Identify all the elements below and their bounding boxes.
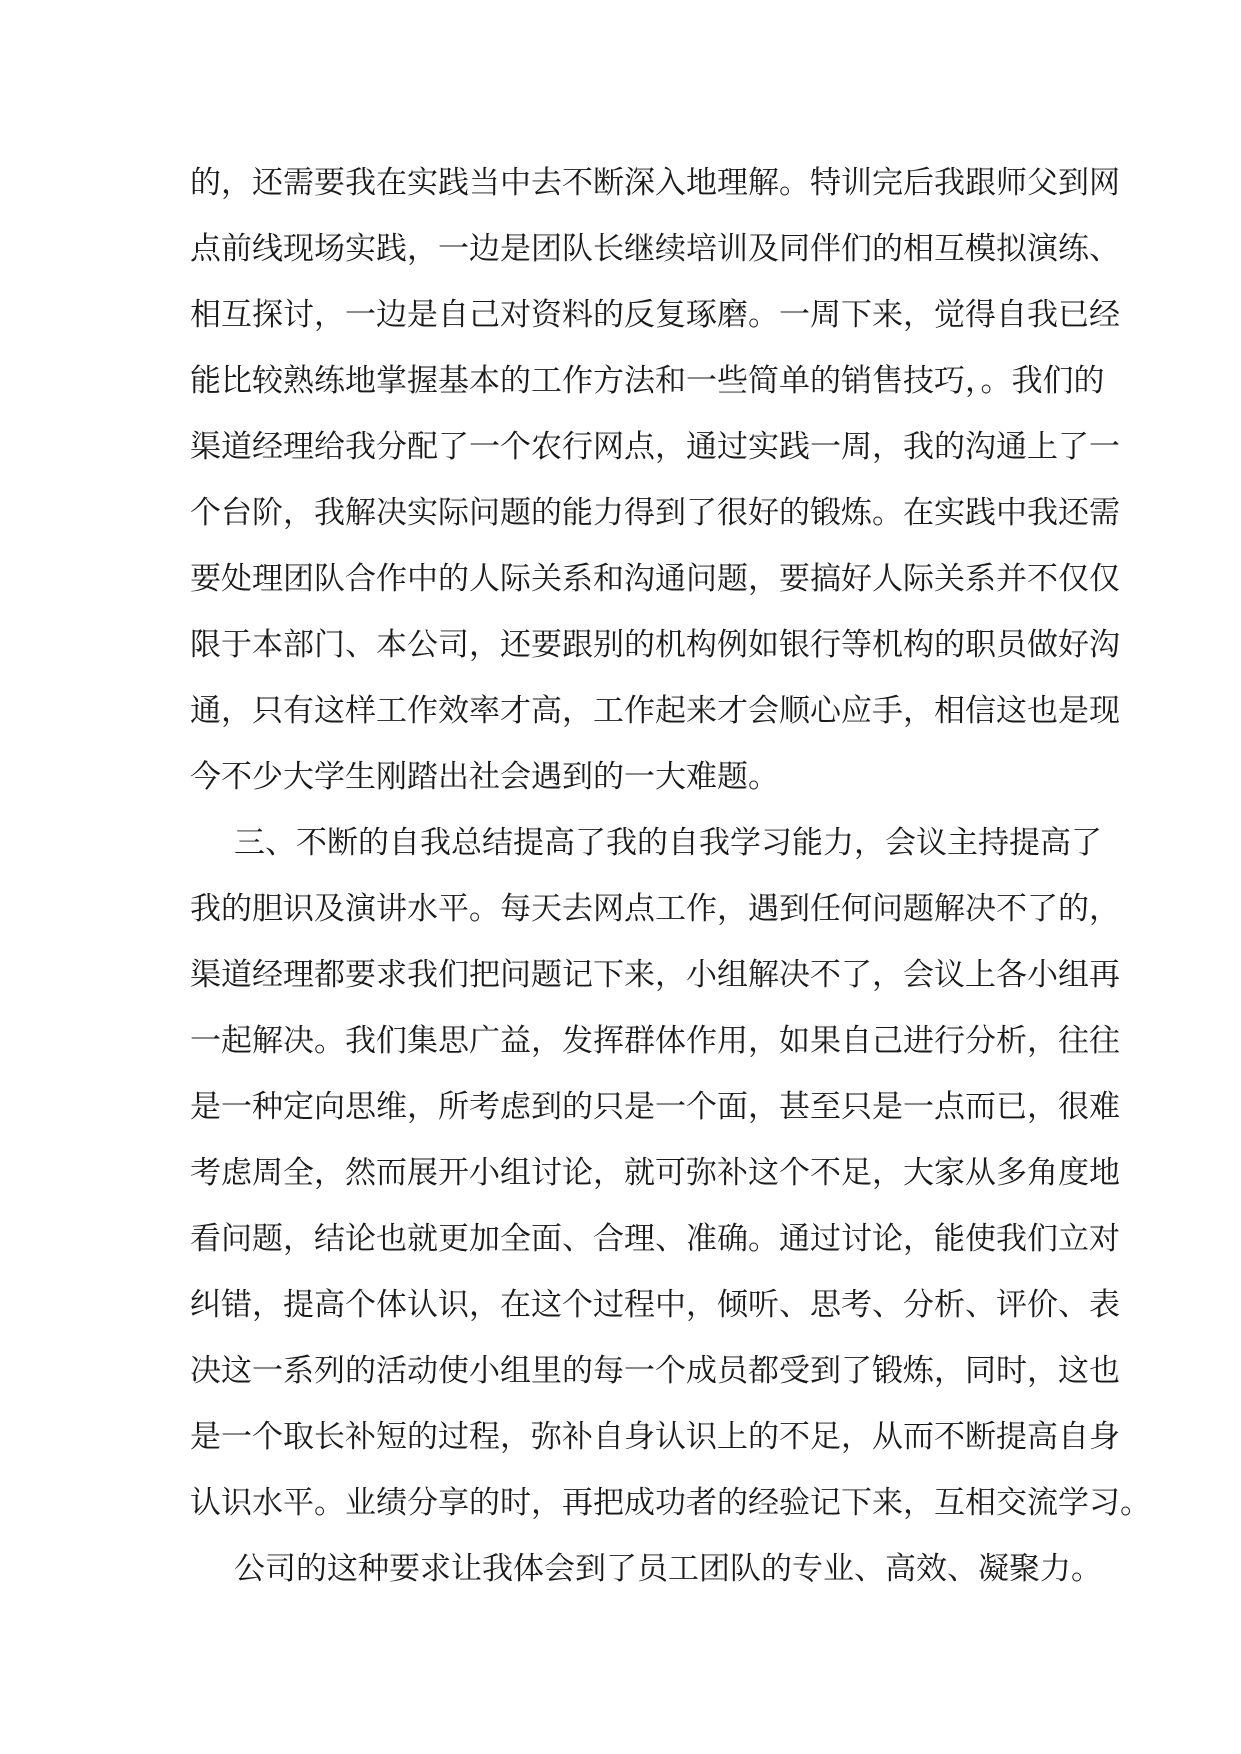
text-line: 今不少大学生刚踏出社会遇到的一大难题。 [190, 759, 779, 795]
text-line: 相互探讨，一边是自己对资料的反复琢磨。一周下来，觉得自我已经 [190, 297, 1120, 333]
text-line: 渠道经理都要求我们把问题记下来，小组解决不了，会议上各小组再 [190, 957, 1120, 993]
text-line: 限于本部门、本公司，还要跟别的机构例如银行等机构的职员做好沟 [190, 627, 1120, 663]
text-line: 通，只有这样工作效率才高，工作起来才会顺心应手，相信这也是现 [190, 693, 1120, 729]
text-line: 公司的这种要求让我体会到了员工团队的专业、高效、凝聚力。 [234, 1551, 1102, 1587]
text-line: 我的胆识及演讲水平。每天去网点工作，遇到任何问题解决不了的， [190, 891, 1120, 927]
text-line: 三、不断的自我总结提高了我的自我学习能力，会议主持提高了 [234, 825, 1102, 861]
text-line: 点前线现场实践，一边是团队长继续培训及同伴们的相互模拟演练、 [190, 231, 1120, 267]
text-line: 纠错，提高个体认识，在这个过程中，倾听、思考、分析、评价、表 [190, 1287, 1120, 1323]
text-line: 是一个取长补短的过程，弥补自身认识上的不足，从而不断提高自身 [190, 1419, 1120, 1455]
text-line: 看问题，结论也就更加全面、合理、准确。通过讨论，能使我们立对 [190, 1221, 1120, 1257]
text-line: 认识水平。业绩分享的时，再把成功者的经验记下来，互相交流学习。 [190, 1485, 1151, 1521]
text-line: 要处理团队合作中的人际关系和沟通问题，要搞好人际关系并不仅仅 [190, 561, 1120, 597]
document-body [190, 150, 1151, 1602]
text-line: 是一种定向思维，所考虑到的只是一个面，甚至只是一点而已，很难 [190, 1089, 1120, 1125]
text-line: 一起解决。我们集思广益，发挥群体作用，如果自己进行分析，往往 [190, 1023, 1120, 1059]
text-line: 渠道经理给我分配了一个农行网点，通过实践一周，我的沟通上了一 [190, 429, 1120, 465]
text-line: 能比较熟练地掌握基本的工作方法和一些简单的销售技巧，。我们的 [190, 363, 1105, 399]
text-line: 个台阶，我解决实际问题的能力得到了很好的锻炼。在实践中我还需 [190, 495, 1120, 531]
text-line: 决这一系列的活动使小组里的每一个成员都受到了锻炼，同时，这也 [190, 1353, 1120, 1389]
text-line: 考虑周全，然而展开小组讨论，就可弥补这个不足，大家从多角度地 [190, 1155, 1120, 1191]
text-line: 的，还需要我在实践当中去不断深入地理解。特训完后我跟师父到网 [190, 165, 1120, 201]
